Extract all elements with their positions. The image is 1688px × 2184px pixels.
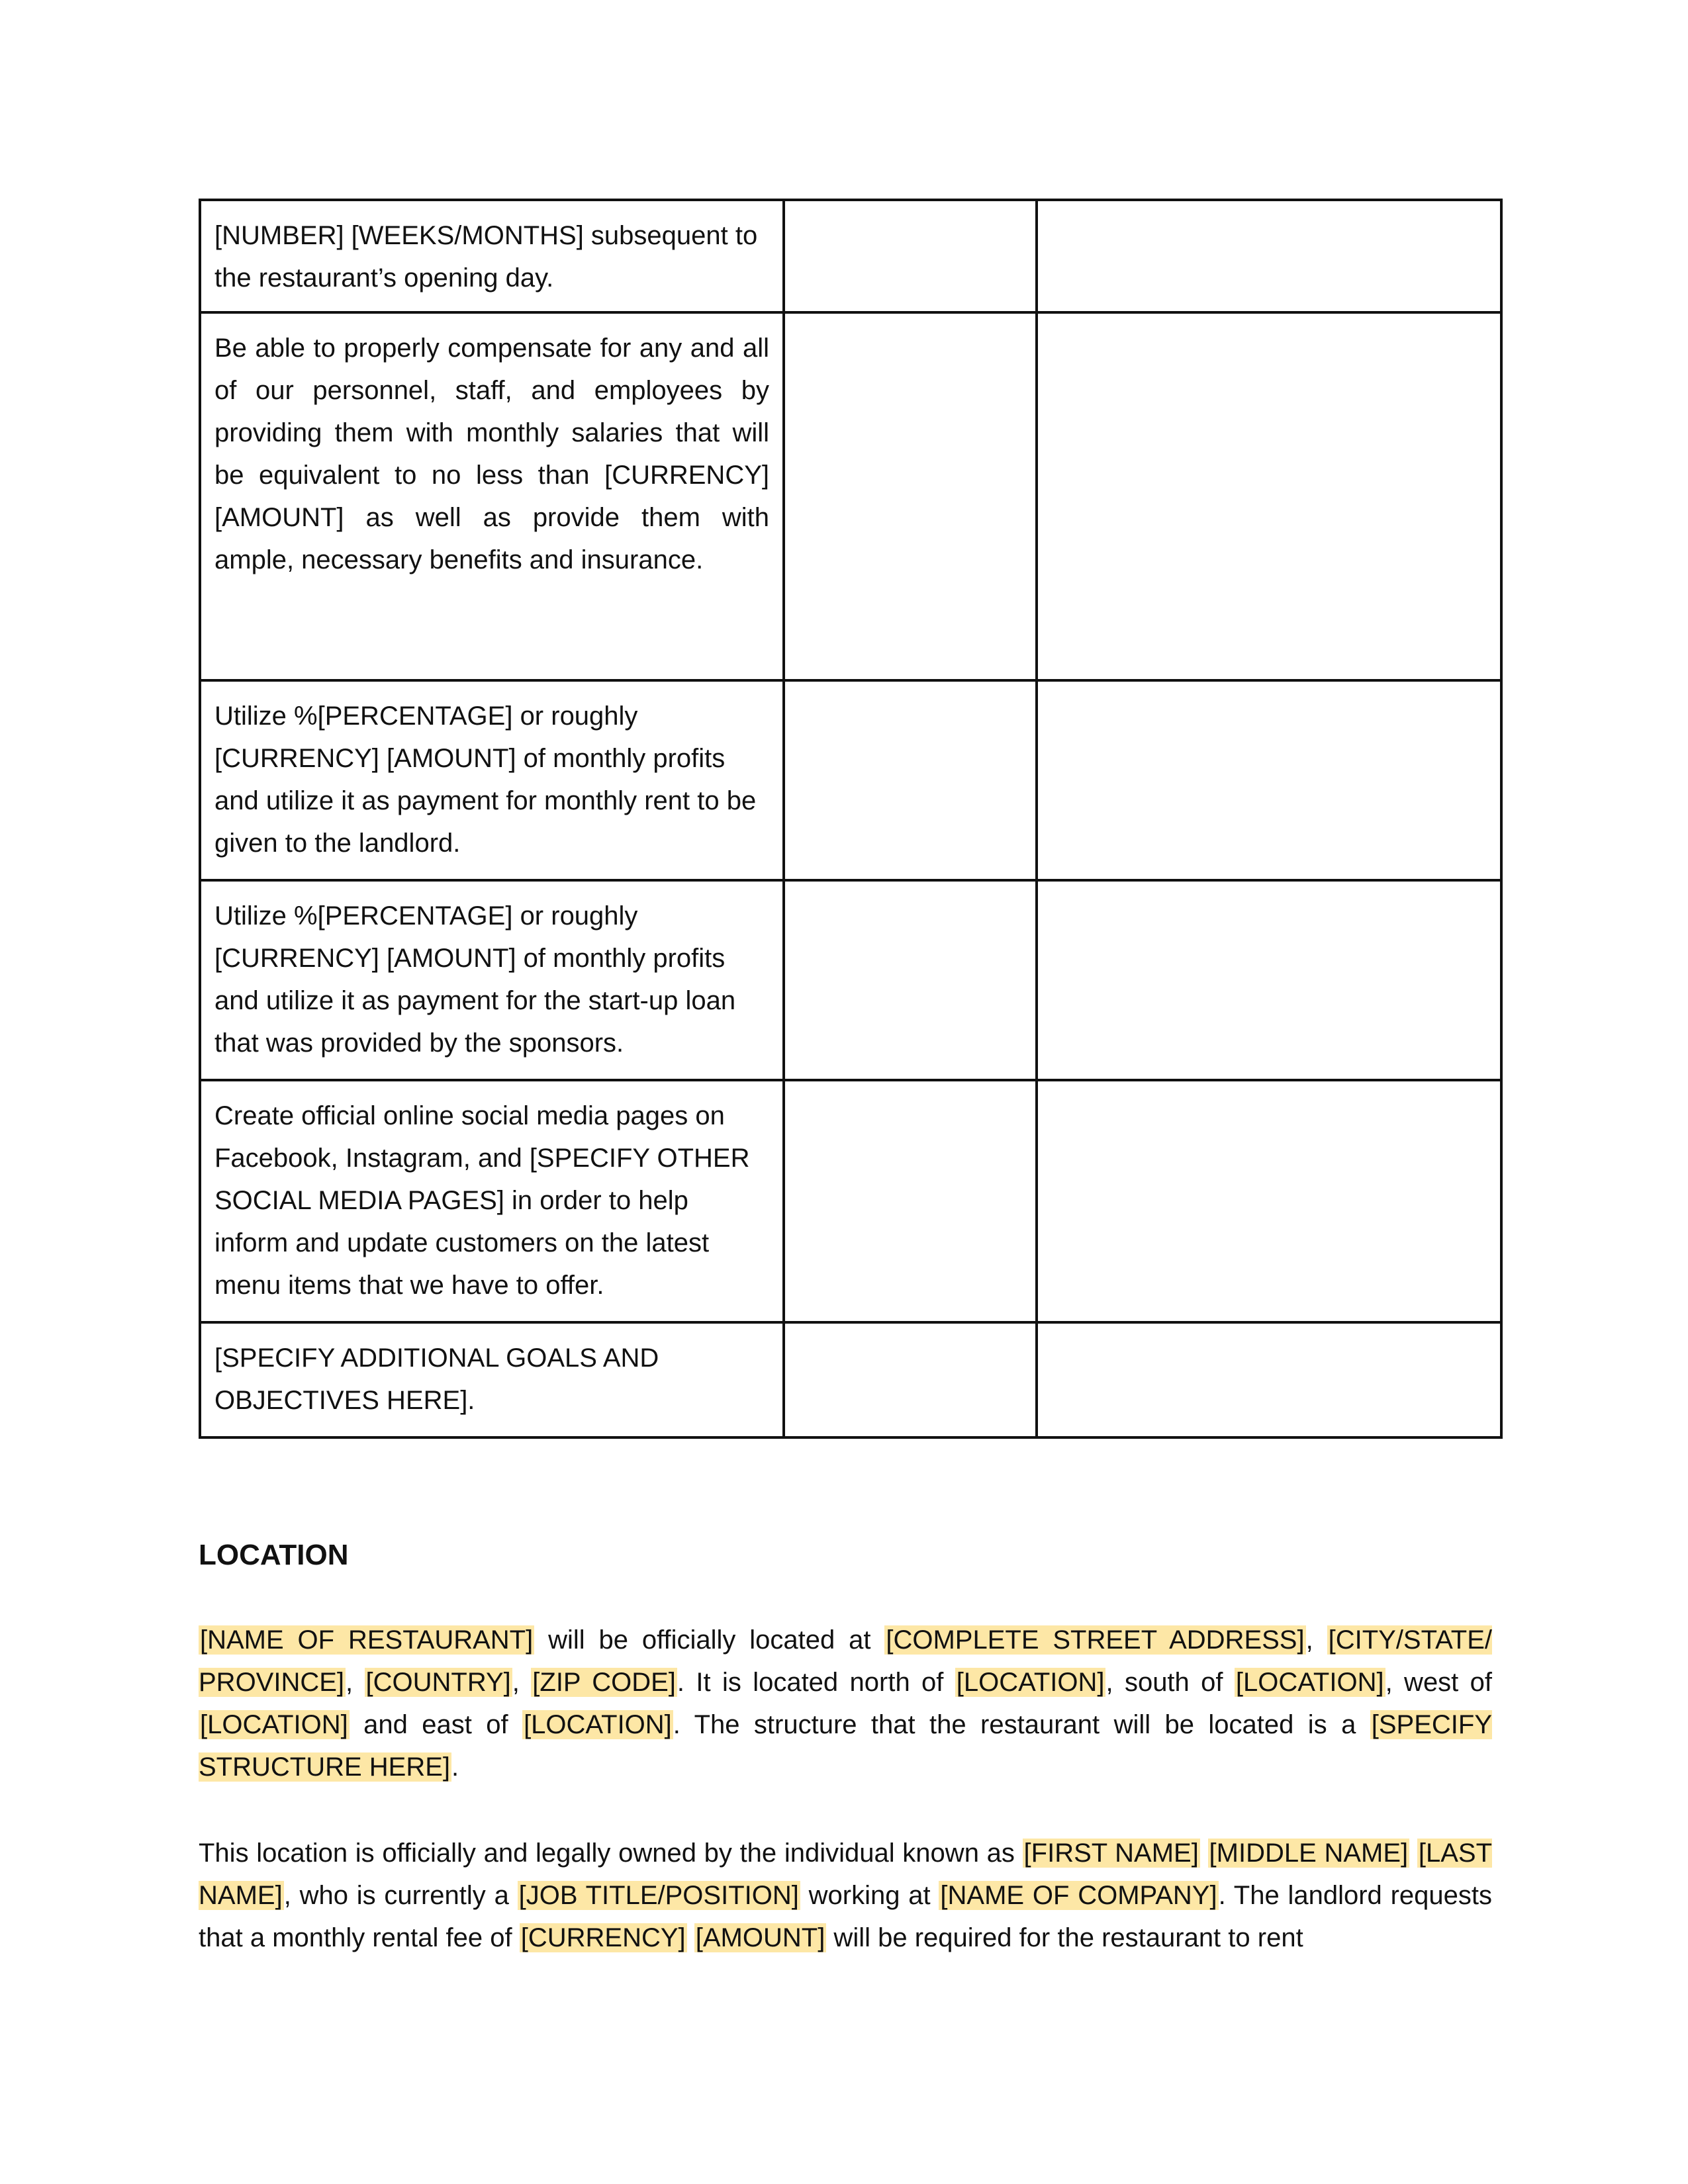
placeholder-middle-name: [MIDDLE NAME] <box>1209 1839 1409 1868</box>
placeholder-zip-code: [ZIP CODE] <box>532 1668 676 1697</box>
placeholder-location-north: [LOCATION] <box>956 1668 1105 1697</box>
table-row <box>200 1322 1501 1437</box>
placeholder-currency: [CURRENCY] <box>520 1923 686 1952</box>
empty-cell <box>1037 1080 1501 1322</box>
table-row <box>200 1080 1501 1322</box>
goal-cell: Create official online social media pages on Facebook, Instagram, and [SPECIFY OTHER SOCIAL MEDIA PAGES] in order to help inform and update customers on the latest menu items that we have to offer. <box>200 1080 784 1322</box>
empty-cell <box>1037 312 1501 680</box>
text: This location is officially and legally owned by the individual known as <box>199 1839 1023 1868</box>
placeholder-job-title: [JOB TITLE/POSITION] <box>518 1881 799 1910</box>
empty-cell <box>784 312 1037 680</box>
empty-cell <box>784 680 1037 880</box>
goal-cell: [NUMBER] [WEEKS/MONTHS] subsequent to the restaurant’s opening day. <box>200 200 784 312</box>
placeholder-last-name: [LAST NAME] <box>199 1839 1492 1910</box>
placeholder-structure: [SPECIFY STRUCTURE HERE] <box>199 1710 1493 1782</box>
empty-cell <box>1037 200 1501 312</box>
empty-cell <box>784 1080 1037 1322</box>
placeholder-first-name: [FIRST NAME] <box>1023 1839 1199 1868</box>
text: will be required for the restaurant to rent <box>826 1923 1303 1952</box>
placeholder-company-name: [NAME OF COMPANY] <box>940 1881 1217 1910</box>
empty-cell <box>784 200 1037 312</box>
table-row <box>200 680 1501 880</box>
text: , <box>512 1668 532 1697</box>
section-heading: LOCATION <box>199 1539 349 1571</box>
table-row <box>200 312 1501 680</box>
location-paragraph <box>199 1619 1492 1788</box>
text: , who is currently a <box>283 1881 518 1910</box>
table-row <box>200 880 1501 1080</box>
goals-table <box>199 199 1503 1439</box>
empty-cell <box>1037 680 1501 880</box>
text: will be officially located at <box>534 1625 885 1655</box>
placeholder-country: [COUNTRY] <box>365 1668 511 1697</box>
placeholder-location-south: [LOCATION] <box>1235 1668 1384 1697</box>
placeholder-restaurant-name: [NAME OF RESTAURANT] <box>200 1625 534 1655</box>
text: . <box>451 1752 459 1782</box>
table-row <box>200 200 1501 312</box>
owner-paragraph <box>199 1832 1492 1959</box>
empty-cell <box>784 1322 1037 1437</box>
goal-cell: [SPECIFY ADDITIONAL GOALS AND OBJECTIVES HERE]. <box>200 1322 784 1437</box>
empty-cell <box>1037 1322 1501 1437</box>
placeholder-location-east: [LOCATION] <box>524 1710 672 1739</box>
empty-cell <box>784 880 1037 1080</box>
text: . The landlord requests that a monthly rental fee of <box>199 1881 1493 1952</box>
text: working at <box>800 1881 939 1910</box>
text: . It is located north of <box>677 1668 955 1697</box>
placeholder-location-west: [LOCATION] <box>200 1710 348 1739</box>
placeholder-street-address: [COMPLETE STREET ADDRESS] <box>886 1625 1305 1655</box>
text: , <box>1305 1625 1327 1655</box>
text: , south of <box>1105 1668 1235 1697</box>
empty-cell <box>1037 880 1501 1080</box>
text <box>687 1923 694 1952</box>
goal-cell: Be able to properly compensate for any and all of our personnel, staff, and employees by providing them with monthly salaries that will be equivalent to no less than [CURRENCY][AMOUNT] as well as provide them with ample, necessary benefits and insurance. <box>200 312 784 680</box>
text <box>1409 1839 1417 1868</box>
text: . The structure that the restaurant will be located is a <box>673 1710 1370 1739</box>
text <box>1200 1839 1208 1868</box>
placeholder-city-state: [CITY/STATE/ PROVINCE] <box>199 1625 1493 1697</box>
placeholder-amount: [AMOUNT] <box>695 1923 825 1952</box>
text: , west of <box>1385 1668 1493 1697</box>
goal-cell: Utilize %[PERCENTAGE] or roughly [CURRENCY] [AMOUNT] of monthly profits and utilize it as payment for the start-up loan that was provided by the sponsors. <box>200 880 784 1080</box>
text: and east of <box>349 1710 523 1739</box>
text: , <box>346 1668 365 1697</box>
goal-cell: Utilize %[PERCENTAGE] or roughly [CURRENCY] [AMOUNT] of monthly profits and utilize it as payment for monthly rent to be given to the landlord. <box>200 680 784 880</box>
